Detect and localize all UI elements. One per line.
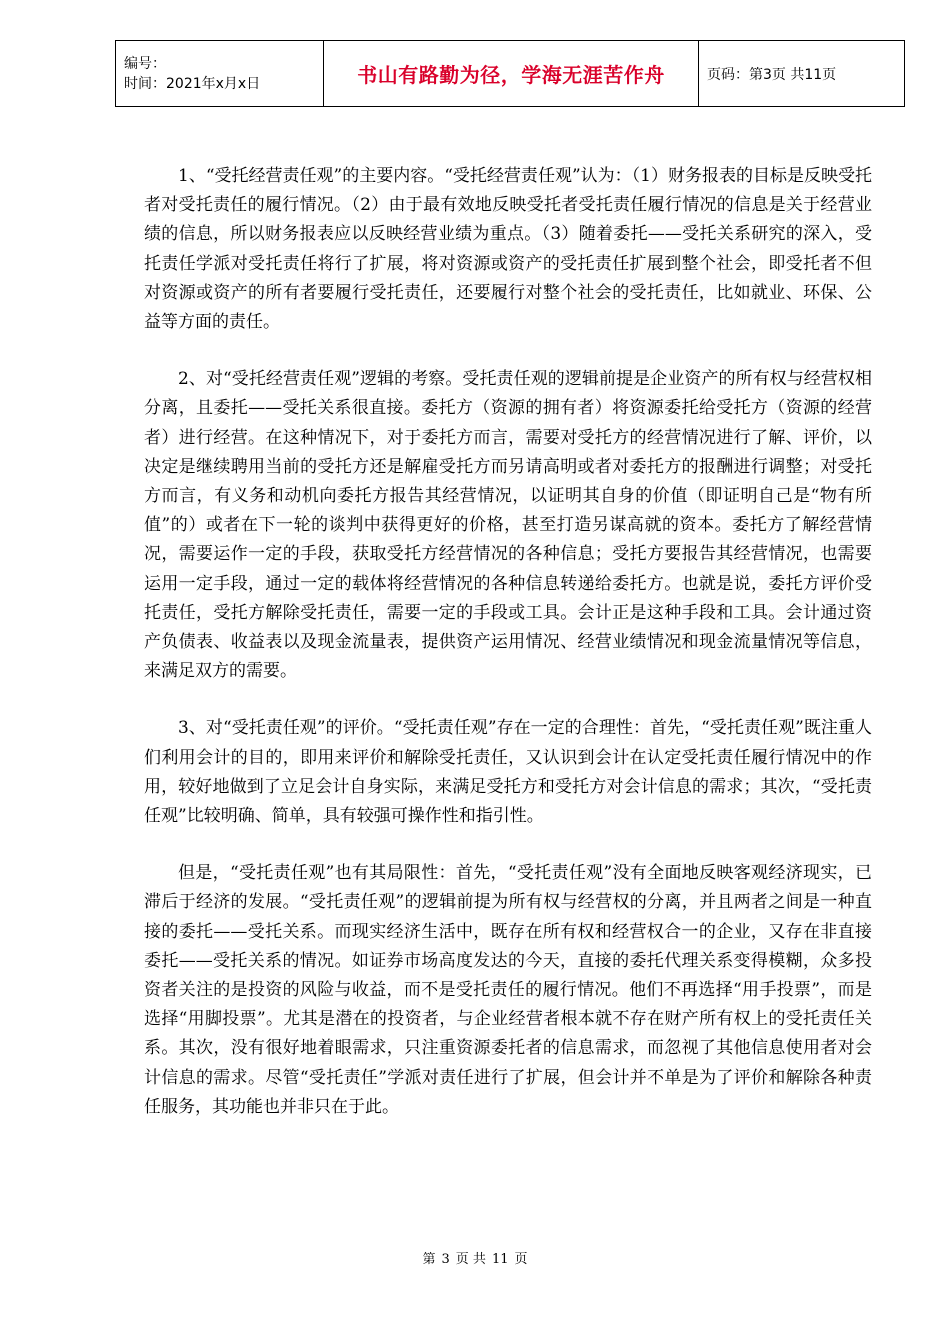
paragraph-1: 1、“受托经营责任观”的主要内容。“受托经营责任观”认为：（1）财务报表的目标是反映受托者对受托责任的履行情况。（2）由于最有效地反映受托者受托责任履行情况的信息是关于经营业绩的信息，所以财务报表应以反映经营业绩为重点。（3）随着委托——受托关系研究的深入，受托责任学派对受托责任将行了扩展，将对资源或资产的受托责任扩展到整个社会，即受托者不但对资源或资产的所有者要履行受托责任，还要履行对整个社会的受托责任，比如就业、环保、公益等方面的责任。 — [144, 166, 872, 333]
footer-prefix: 第 — [422, 1252, 436, 1267]
header-page-info: 页码：第3页 共11页 — [699, 41, 905, 107]
header-time-value: 2021年x月x日 — [166, 75, 261, 92]
page-footer — [0, 1248, 950, 1267]
header-meta-cell — [116, 41, 324, 107]
paragraph-3: 3、对“受托责任观”的评价。“受托责任观”存在一定的合理性：首先，“受托责任观”既注重人们利用会计的目的，即用来评价和解除受托责任，又认识到会计在认定受托责任履行情况中的作用，较好地做到了立足会计自身实际，来满足受托方和受托方对会计信息的需求；其次，“受托责任观”比较明确、简单，具有较强可操作性和指引性。 — [144, 718, 872, 827]
footer-mid: 页 共 — [455, 1252, 486, 1267]
document-header — [115, 40, 905, 107]
document-body — [144, 162, 872, 1150]
header-time — [124, 74, 323, 94]
header-time-label: 时间： — [124, 75, 166, 92]
footer-page-number: 3 — [441, 1252, 450, 1267]
header-motto: 书山有路勤为径，学海无涯苦作舟 — [324, 41, 699, 107]
header-number-label: 编号： — [124, 55, 166, 72]
paragraph-2: 2、对“受托经营责任观”逻辑的考察。受托责任观的逻辑前提是企业资产的所有权与经营权相分离，且委托——受托关系很直接。委托方（资源的拥有者）将资源委托给受托方（资源的经营者）进行经营。在这种情况下，对于委托方而言，需要对受托方的经营情况进行了解、评价，以决定是继续聘用当前的受托方还是解雇受托方而另请高明或者对委托方的报酬进行调整；对受托方而言，有义务和动机向委托方报告其经营情况，以证明其自身的价值（即证明自己是“物有所值”的）或者在下一轮的谈判中获得更好的价格，甚至打造另谋高就的资本。委托方了解经营情况，需要运作一定的手段，获取受托方经营情况的各种信息；受托方要报告其经营情况，也需要运用一定手段，通过一定的载体将经营情况的各种信息转递给委托方。也就是说，委托方评价受托责任，受托方解除受托责任，需要一定的手段或工具。会计正是这种手段和工具。会计通过资产负债表、收益表以及现金流量表，提供资产运用情况、经营业绩情况和现金流量情况等信息，来满足双方的需要。 — [144, 369, 872, 682]
footer-suffix: 页 — [514, 1252, 528, 1267]
footer-total-pages: 11 — [491, 1252, 509, 1267]
paragraph-4: 但是，“受托责任观”也有其局限性：首先，“受托责任观”没有全面地反映客观经济现实，已滞后于经济的发展。“受托责任观”的逻辑前提为所有权与经营权的分离，并且两者之间是一种直接的委托——受托关系。而现实经济生活中，既存在所有权和经营权合一的企业，又存在非直接委托——受托关系的情况。如证券市场高度发达的今天，直接的委托代理关系变得模糊，众多投资者关注的是投资的风险与收益，而不是受托责任的履行情况。他们不再选择“用手投票”，而是选择“用脚投票”。尤其是潜在的投资者，与企业经营者根本就不存在财产所有权上的受托责任关系。其次，没有很好地着眼需求，只注重资源委托者的信息需求，而忽视了其他信息使用者对会计信息的需求。尽管“受托责任”学派对责任进行了扩展，但会计并不单是为了评价和解除各种责任服务，其功能也并非只在于此。 — [144, 863, 872, 1117]
